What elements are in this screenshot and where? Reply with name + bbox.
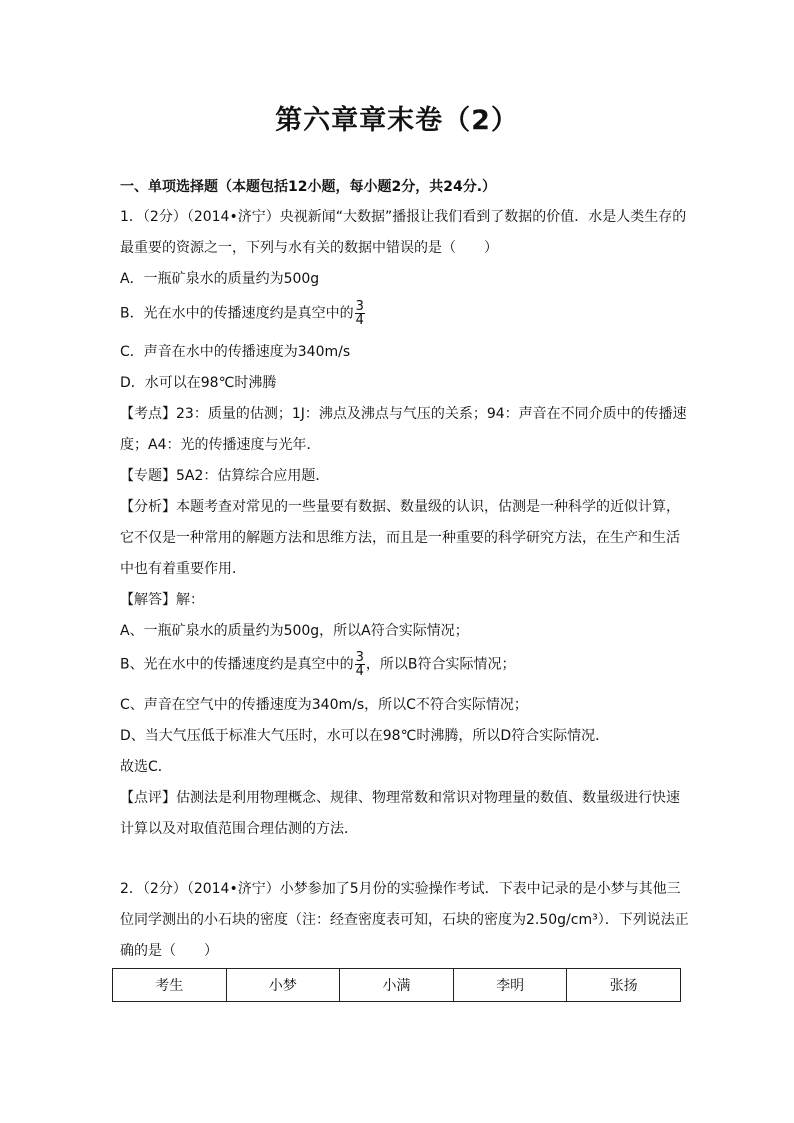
page-title: 第六章章末卷（2） (275, 105, 519, 136)
q1-dianping-line2: 计算以及对取值范围合理估测的方法． (120, 821, 358, 837)
fraction (355, 651, 365, 678)
q2-stem-line3: 确的是（ ） (120, 943, 218, 959)
q1-zhuanti: 【专题】5A2：估算综合应用题． (120, 468, 330, 484)
fraction-denominator: 4 (355, 313, 364, 328)
q1-option-a: A．一瓶矿泉水的质量约为500g (120, 271, 320, 287)
density-table (112, 968, 681, 1002)
table-header-cell: 考生 (113, 969, 227, 1002)
q1-choice: 故选C． (120, 759, 172, 775)
q1-kaodian-line1: 【考点】23：质量的估测；1J：沸点及沸点与气压的关系；94：声音在不同介质中的传播速 (120, 406, 687, 422)
q1-kaodian-line2: 度；A4：光的传播速度与光年． (120, 437, 321, 453)
q1-fenxi-line2: 它不仅是一种常用的解题方法和思维方法，而且是一种重要的科学研究方法，在生产和生活 (120, 530, 680, 546)
table-header-cell: 李明 (453, 969, 567, 1002)
table-header-cell: 张扬 (567, 969, 681, 1002)
q1-answer-b-suffix: ，所以B符合实际情况； (365, 656, 516, 673)
q1-dianping-line1: 【点评】估测法是利用物理概念、规律、物理常数和常识对物理量的数值、数量级进行快速 (120, 790, 680, 806)
fraction-denominator: 4 (355, 664, 364, 679)
q1-answer-b-text: B、光在水中的传播速度约是真空中的 (120, 656, 354, 673)
q1-answer-d: D、当大气压低于标准大气压时，水可以在98℃时沸腾，所以D符合实际情况． (120, 728, 610, 744)
q1-option-c: C．声音在水中的传播速度为340m/s (120, 344, 351, 360)
q1-fenxi-line3: 中也有着重要作用． (120, 561, 246, 577)
table-header-cell: 小满 (340, 969, 454, 1002)
q1-stem-line1: 1．（2分）（2014•济宁）央视新闻“大数据”播报让我们看到了数据的价值．水是人类生存的 (120, 209, 687, 225)
q1-answer-b (120, 651, 516, 678)
fraction (355, 300, 365, 327)
table-header-cell: 小梦 (226, 969, 340, 1002)
q1-option-b (120, 300, 366, 327)
q2-stem-line1: 2．（2分）（2014•济宁）小梦参加了5月份的实验操作考试．下表中记录的是小梦与其他三 (120, 881, 681, 897)
q1-option-b-text: B．光在水中的传播速度约是真空中的 (120, 305, 354, 322)
q2-stem-line2: 位同学测出的小石块的密度（注：经查密度表可知，石块的密度为2.50g/cm³）．下列说法正 (120, 912, 689, 928)
q1-answer-a: A、一瓶矿泉水的质量约为500g，所以A符合实际情况； (120, 623, 469, 639)
q1-option-d: D．水可以在98℃时沸腾 (120, 375, 277, 391)
q1-fenxi-line1: 【分析】本题考查对常见的一些量要有数据、数量级的认识，估测是一种科学的近似计算， (120, 499, 680, 515)
section-heading: 一、单项选择题（本题包括12小题，每小题2分，共24分.） (120, 179, 497, 195)
q1-stem-line2: 最重要的资源之一，下列与水有关的数据中错误的是（ ） (120, 240, 498, 256)
q1-answer-c: C、声音在空气中的传播速度为340m/s，所以C不符合实际情况； (120, 697, 528, 713)
fraction-numerator: 3 (355, 299, 364, 314)
fraction-numerator: 3 (355, 650, 364, 665)
table-header-row (113, 969, 681, 1002)
q1-jieda: 【解答】解： (120, 592, 204, 608)
